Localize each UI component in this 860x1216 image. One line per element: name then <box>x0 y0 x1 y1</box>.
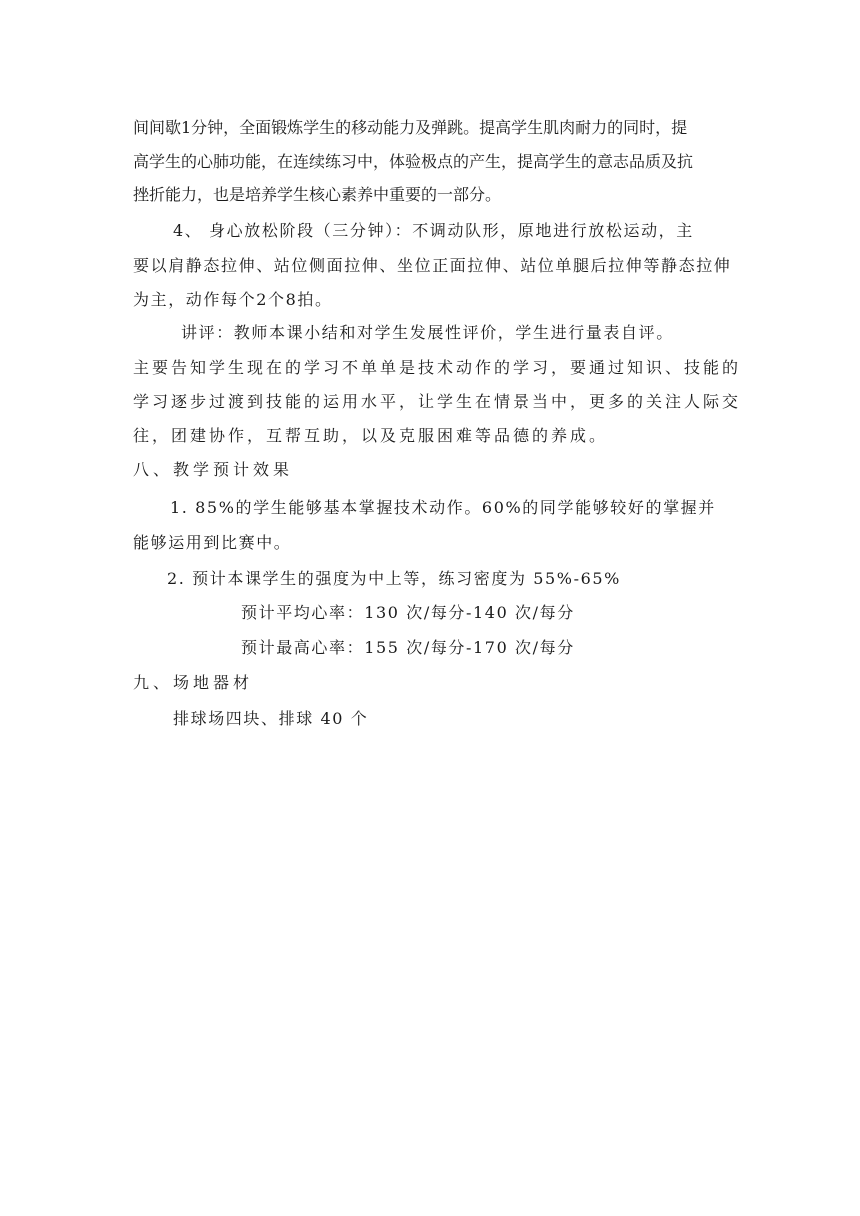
section-8-item-1-line-1: 1. 85%的学生能够基本掌握技术动作。60%的同学能够较好的掌握并 <box>170 498 716 517</box>
paragraph-continuation-line-1: 间间歇1分钟，全面锻炼学生的移动能力及弹跳。提高学生肌肉耐力的同时，提 <box>133 118 688 137</box>
comment-line-2: 主要告知学生现在的学习不单单是技术动作的学习，要通过知识、技能的 <box>133 358 742 377</box>
section-8-heading: 八、教学预计效果 <box>133 460 294 479</box>
paragraph-continuation-line-2: 高学生的心肺功能，在连续练习中，体验极点的产生，提高学生的意志品质及抗 <box>133 152 694 171</box>
comment-line-1: 讲评：教师本课小结和对学生发展性评价，学生进行量表自评。 <box>181 323 674 342</box>
item-4-line-1: 4、 身心放松阶段（三分钟）：不调动队形，原地进行放松运动，主 <box>173 221 694 240</box>
section-8-item-1-line-2: 能够运用到比赛中。 <box>133 533 292 552</box>
paragraph-continuation-line-3: 挫折能力，也是培养学生核心素养中重要的一部分。 <box>133 185 502 204</box>
item-4-line-3: 为主，动作每个2个8拍。 <box>133 290 333 309</box>
comment-line-4: 往，团建协作，互帮互助，以及克服困难等品德的养成。 <box>133 426 609 445</box>
section-9-heading: 九、场地器材 <box>133 673 254 692</box>
average-heart-rate: 预计平均心率：130 次/每分-140 次/每分 <box>241 603 575 622</box>
section-8-item-2: 2. 预计本课学生的强度为中上等，练习密度为 55%-65% <box>167 569 621 588</box>
maximum-heart-rate: 预计最高心率：155 次/每分-170 次/每分 <box>241 638 575 657</box>
equipment-list: 排球场四块、排球 40 个 <box>173 709 369 728</box>
item-4-line-2: 要以肩静态拉伸、站位侧面拉伸、坐位正面拉伸、站位单腿后拉伸等静态拉伸 <box>133 256 732 275</box>
comment-line-3: 学习逐步过渡到技能的运用水平，让学生在情景当中，更多的关注人际交 <box>133 392 742 411</box>
